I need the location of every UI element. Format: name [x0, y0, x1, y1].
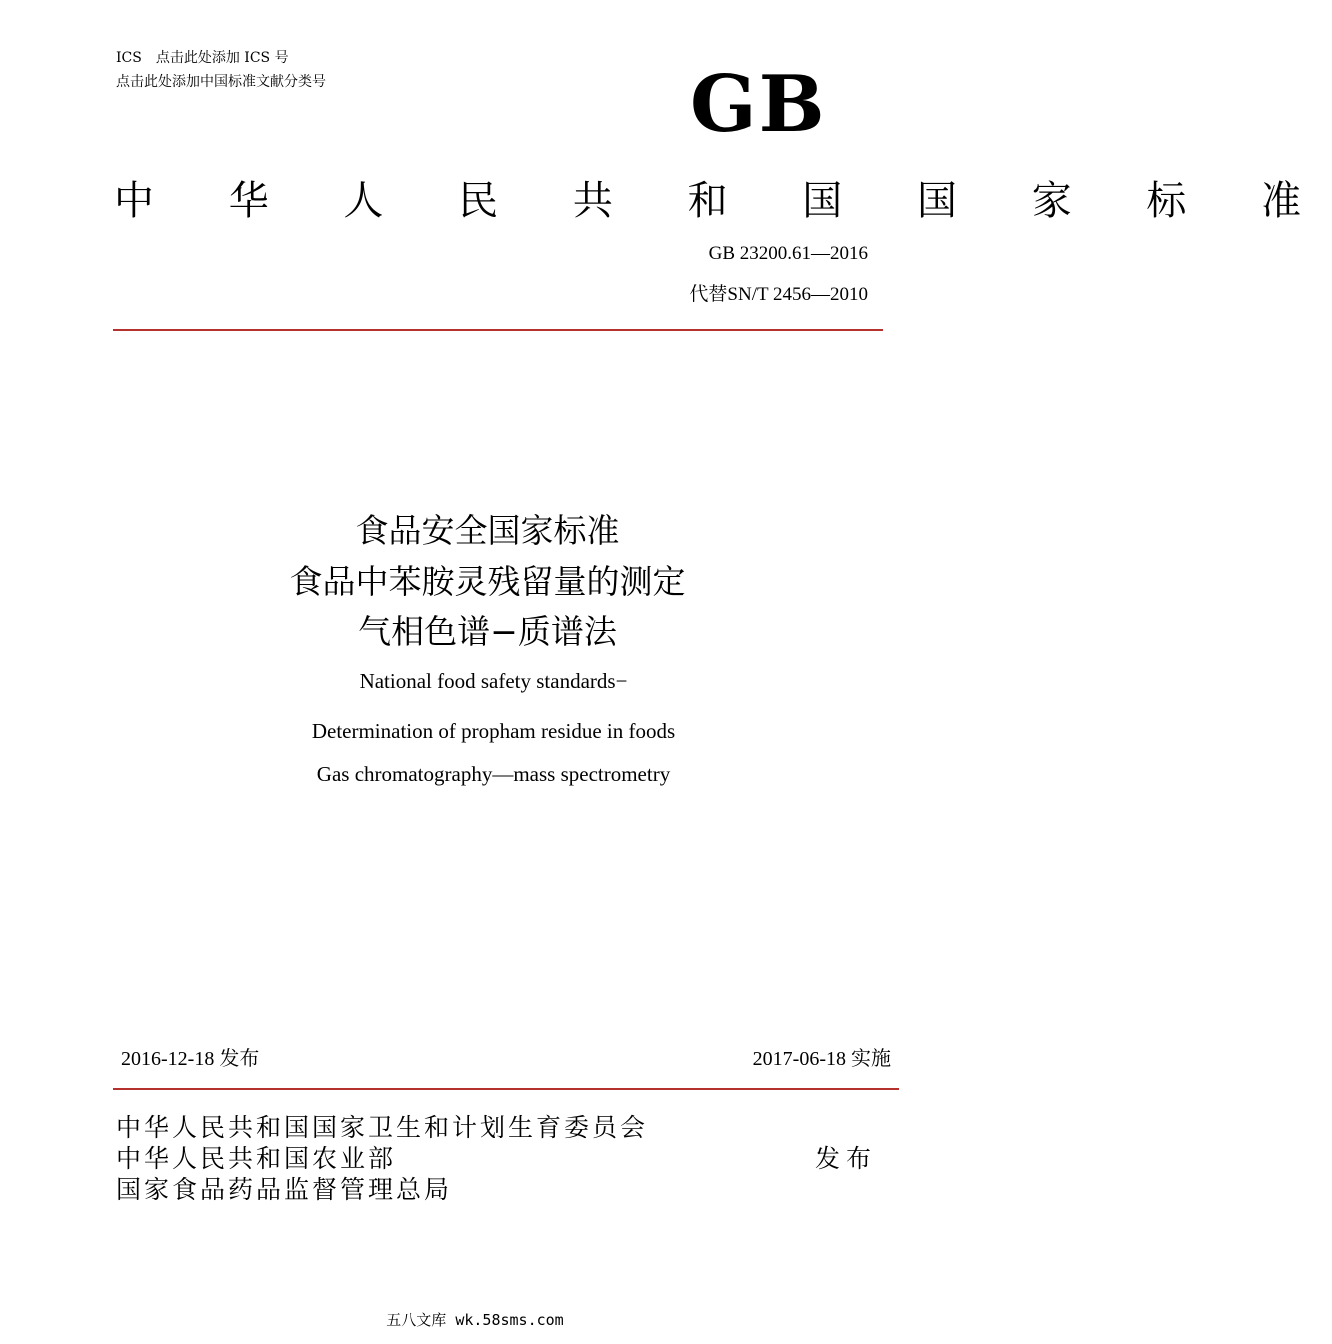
classification-number-line: 点击此处添加中国标准文献分类号: [116, 74, 326, 90]
title-cn-line3: 气相色谱−质谱法: [358, 612, 617, 651]
ics-number-line: ICS 点击此处添加 ICS 号: [116, 50, 289, 66]
implementation-date: 2017-06-18 实施: [752, 1048, 891, 1070]
bottom-divider: [113, 1088, 899, 1090]
footer-watermark: 五八文库 wk.58sms.com: [386, 1311, 564, 1329]
title-cn-line1: 食品安全国家标准: [355, 511, 620, 550]
issuer-line: 中华人民共和国农业部: [116, 1144, 397, 1173]
issuer-line: 国家食品药品监督管理总局: [116, 1175, 453, 1204]
gb-logo: GB: [690, 59, 827, 150]
issue-date: 2016-12-18 发布: [121, 1048, 260, 1070]
issuer-line: 中华人民共和国国家卫生和计划生育委员会: [116, 1113, 649, 1142]
title-en-line1: National food safety standards−: [359, 669, 628, 693]
title-en-line3: Gas chromatography—mass spectrometry: [316, 762, 671, 786]
top-divider: [113, 329, 883, 331]
standard-number: GB 23200.61—2016: [708, 243, 868, 264]
standard-category-heading: 中 华 人 民 共 和 国 国 家 标 准: [114, 178, 1332, 224]
title-en-line2: Determination of propham residue in foods: [311, 719, 676, 743]
replaces-standard: 代替SN/T 2456—2010: [689, 284, 868, 305]
title-cn-line2: 食品中苯胺灵残留量的测定: [289, 562, 686, 601]
publish-label: 发布: [815, 1144, 878, 1173]
